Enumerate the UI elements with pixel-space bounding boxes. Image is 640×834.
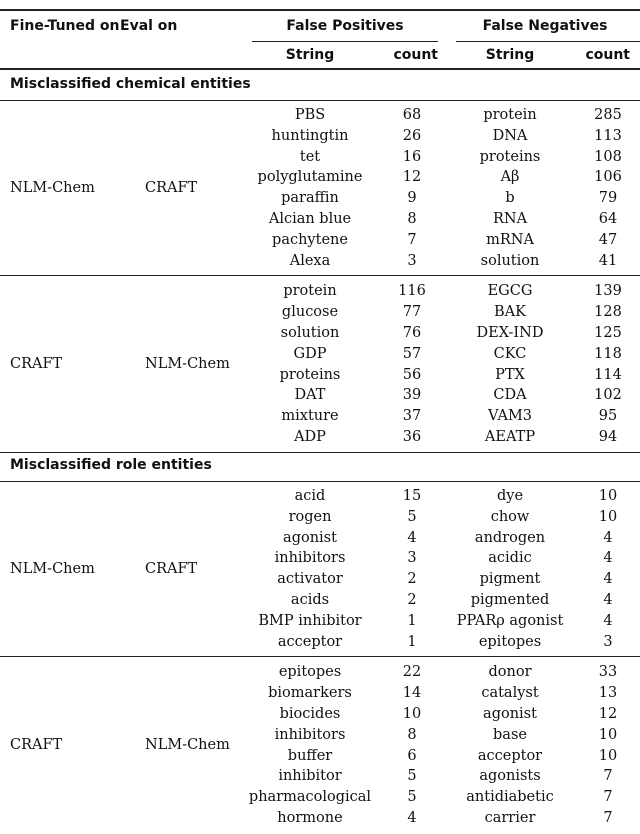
fn-count-cell: 106 — [594, 169, 622, 186]
fn-string-cell: pigmented — [470, 592, 550, 608]
fn-string-cell: b — [505, 190, 515, 207]
fp-string-cell: hormone — [277, 810, 343, 826]
fp-count-cell: 37 — [402, 408, 422, 425]
fn-count-cell: 4 — [603, 529, 613, 546]
fp-string-cell: activator — [277, 571, 343, 588]
fn-count-cell: 139 — [594, 283, 622, 300]
fp-count-cell: 22 — [402, 664, 422, 681]
eval-cell: NLM-Chem — [145, 356, 230, 373]
fn-string-cell: DEX-IND — [476, 325, 544, 341]
fp-string-cell: acid — [294, 488, 326, 504]
fp-count-cell: 57 — [402, 345, 422, 362]
fp-count-cell: 5 — [407, 508, 417, 525]
header-eval: Eval on — [120, 18, 178, 34]
fn-count-cell: 113 — [594, 127, 622, 144]
fp-string-cell: agonist — [283, 529, 337, 546]
fn-count-cell: 47 — [598, 231, 618, 248]
fn-count-cell: 10 — [598, 747, 618, 764]
fp-count-cell: 14 — [402, 685, 422, 702]
fp-count-cell: 1 — [407, 612, 417, 629]
fn-string-cell: epitopes — [478, 633, 542, 650]
section-title: Misclassified chemical entities — [10, 76, 251, 92]
fp-count-cell: 2 — [407, 571, 417, 588]
fp-count-cell: 76 — [402, 325, 422, 341]
fn-count-cell: 4 — [603, 592, 613, 608]
fn-string-cell: BAK — [494, 304, 526, 321]
fn-count-cell: 114 — [594, 366, 622, 383]
fn-count-cell: 128 — [594, 304, 622, 321]
fp-string-cell: biocides — [279, 706, 341, 722]
fn-count-cell: 108 — [594, 148, 622, 165]
section-rule — [0, 481, 640, 482]
fn-count-cell: 4 — [603, 612, 613, 629]
fn-count-cell: 4 — [603, 550, 613, 567]
fn-string-cell: VAM3 — [487, 408, 533, 425]
top-rule — [0, 9, 640, 11]
fp-count-cell: 8 — [407, 726, 417, 743]
fn-string-cell: agonists — [479, 768, 541, 785]
block-rule — [0, 275, 640, 276]
fn-count-cell: 7 — [603, 810, 613, 826]
eval-cell: CRAFT — [145, 561, 198, 577]
fp-count-cell: 39 — [402, 387, 422, 404]
fp-string-cell: pachytene — [272, 231, 348, 248]
fp-count-cell: 5 — [407, 768, 417, 785]
fp-count-header: count — [393, 47, 438, 63]
fn-count-cell: 41 — [598, 252, 618, 269]
fp-count-cell: 26 — [402, 127, 422, 144]
fn-count-cell: 64 — [598, 211, 618, 227]
fp-string-cell: DAT — [294, 387, 326, 404]
fn-string-cell: base — [493, 726, 527, 743]
fn-string-cell: EGCG — [487, 283, 533, 300]
fn-string-cell: androgen — [474, 529, 546, 546]
fn-count-cell: 13 — [598, 685, 618, 702]
fp-count-cell: 8 — [407, 211, 417, 227]
header-rule — [0, 68, 640, 70]
fn-count-cell: 285 — [594, 107, 622, 123]
fp-string-cell: buffer — [287, 747, 333, 764]
fp-count-cell: 9 — [407, 190, 417, 207]
fp-string-cell: epitopes — [278, 664, 342, 681]
fn-count-cell: 7 — [603, 768, 613, 785]
fn-string-cell: acidic — [488, 550, 532, 567]
eval-cell: CRAFT — [145, 180, 198, 196]
fn-string-cell: antidiabetic — [466, 789, 554, 806]
header-false-positives: False Positives — [286, 18, 404, 34]
fine-tuned-cell: NLM-Chem — [10, 561, 95, 577]
fp-string-cell: rogen — [288, 508, 332, 525]
fp-count-cell: 36 — [402, 429, 422, 445]
fn-count-cell: 125 — [594, 325, 622, 341]
fn-string-cell: PPARρ agonist — [456, 612, 564, 629]
fp-count-cell: 15 — [402, 488, 422, 504]
fn-count-cell: 102 — [594, 387, 622, 404]
fp-string-cell: paraffin — [281, 190, 339, 207]
fn-string-cell: dye — [496, 488, 524, 504]
fp-cline — [252, 41, 438, 42]
fn-string-cell: RNA — [492, 211, 528, 227]
fp-string-cell: inhibitor — [278, 768, 342, 785]
fp-count-cell: 10 — [402, 706, 422, 722]
fp-string-cell: mixture — [281, 408, 339, 425]
fp-string-cell: protein — [283, 283, 337, 300]
fn-string-cell: agonist — [483, 706, 537, 722]
fp-string-cell: BMP inhibitor — [258, 612, 362, 629]
fn-string-cell: PTX — [495, 366, 525, 383]
fp-count-cell: 116 — [398, 283, 426, 300]
fn-string-cell: mRNA — [486, 231, 534, 248]
fn-count-cell: 95 — [598, 408, 618, 425]
fp-count-cell: 77 — [402, 304, 422, 321]
fp-string-cell: Alexa — [289, 252, 331, 269]
fn-count-cell: 7 — [603, 789, 613, 806]
fn-string-cell: proteins — [479, 148, 541, 165]
header-fine-tuned: Fine-Tuned on — [10, 18, 120, 34]
fp-count-cell: 4 — [407, 529, 417, 546]
fp-string-cell: huntingtin — [271, 127, 349, 144]
fp-string-cell: proteins — [279, 366, 341, 383]
fp-string-cell: inhibitors — [274, 726, 346, 743]
fn-count-cell: 3 — [603, 633, 613, 650]
section-title: Misclassified role entities — [10, 457, 212, 473]
fp-count-cell: 3 — [407, 550, 417, 567]
fn-string-cell: carrier — [484, 810, 536, 826]
fn-count-cell: 33 — [598, 664, 618, 681]
fn-string-cell: protein — [483, 107, 537, 123]
fn-count-cell: 94 — [598, 429, 618, 445]
eval-cell: NLM-Chem — [145, 737, 230, 754]
fn-string-header: String — [485, 47, 535, 63]
fp-count-cell: 12 — [402, 169, 422, 186]
fn-string-cell: Aβ — [500, 169, 520, 186]
fn-count-cell: 79 — [598, 190, 618, 207]
fp-count-cell: 5 — [407, 789, 417, 806]
fp-string-cell: biomarkers — [268, 685, 352, 702]
fn-count-cell: 10 — [598, 488, 618, 504]
fp-count-cell: 3 — [407, 252, 417, 269]
fp-count-cell: 1 — [407, 633, 417, 650]
fine-tuned-cell: CRAFT — [10, 356, 63, 373]
fine-tuned-cell: CRAFT — [10, 737, 63, 754]
fine-tuned-cell: NLM-Chem — [10, 180, 95, 196]
section-rule — [0, 100, 640, 101]
fn-count-header: count — [585, 47, 630, 63]
fn-count-cell: 10 — [598, 508, 618, 525]
fp-string-cell: inhibitors — [274, 550, 346, 567]
fn-string-cell: pigment — [479, 571, 541, 588]
fp-string-cell: acceptor — [277, 633, 343, 650]
fp-count-cell: 6 — [407, 747, 417, 764]
fn-count-cell: 118 — [594, 345, 622, 362]
fp-count-cell: 2 — [407, 592, 417, 608]
header-false-negatives: False Negatives — [482, 18, 608, 34]
fp-string-cell: glucose — [281, 304, 339, 321]
fp-string-header: String — [285, 47, 335, 63]
fn-count-cell: 10 — [598, 726, 618, 743]
fn-string-cell: CDA — [493, 387, 527, 404]
fp-string-cell: pharmacological — [248, 789, 372, 806]
fn-string-cell: DNA — [492, 127, 528, 144]
fn-cline — [456, 41, 640, 42]
fn-string-cell: solution — [480, 252, 540, 269]
fn-count-cell: 12 — [598, 706, 618, 722]
fn-string-cell: chow — [490, 508, 530, 525]
fp-string-cell: solution — [280, 325, 340, 341]
fn-string-cell: CKC — [493, 345, 527, 362]
fp-string-cell: GDP — [293, 345, 327, 362]
fp-count-cell: 7 — [407, 231, 417, 248]
fn-count-cell: 4 — [603, 571, 613, 588]
fp-string-cell: Alcian blue — [268, 211, 352, 227]
fp-string-cell: ADP — [294, 429, 326, 445]
block-rule — [0, 656, 640, 657]
fn-string-cell: catalyst — [481, 685, 539, 702]
fp-count-cell: 56 — [402, 366, 422, 383]
fp-string-cell: polyglutamine — [257, 169, 363, 186]
fn-string-cell: donor — [488, 664, 532, 681]
fp-count-cell: 16 — [402, 148, 422, 165]
fn-string-cell: AEATP — [484, 429, 536, 445]
fp-string-cell: tet — [299, 148, 321, 165]
fp-count-cell: 4 — [407, 810, 417, 826]
fp-count-cell: 68 — [402, 107, 422, 123]
fp-string-cell: acids — [290, 592, 330, 608]
block-rule — [0, 452, 640, 453]
fn-string-cell: acceptor — [477, 747, 543, 764]
fp-string-cell: PBS — [294, 107, 326, 123]
